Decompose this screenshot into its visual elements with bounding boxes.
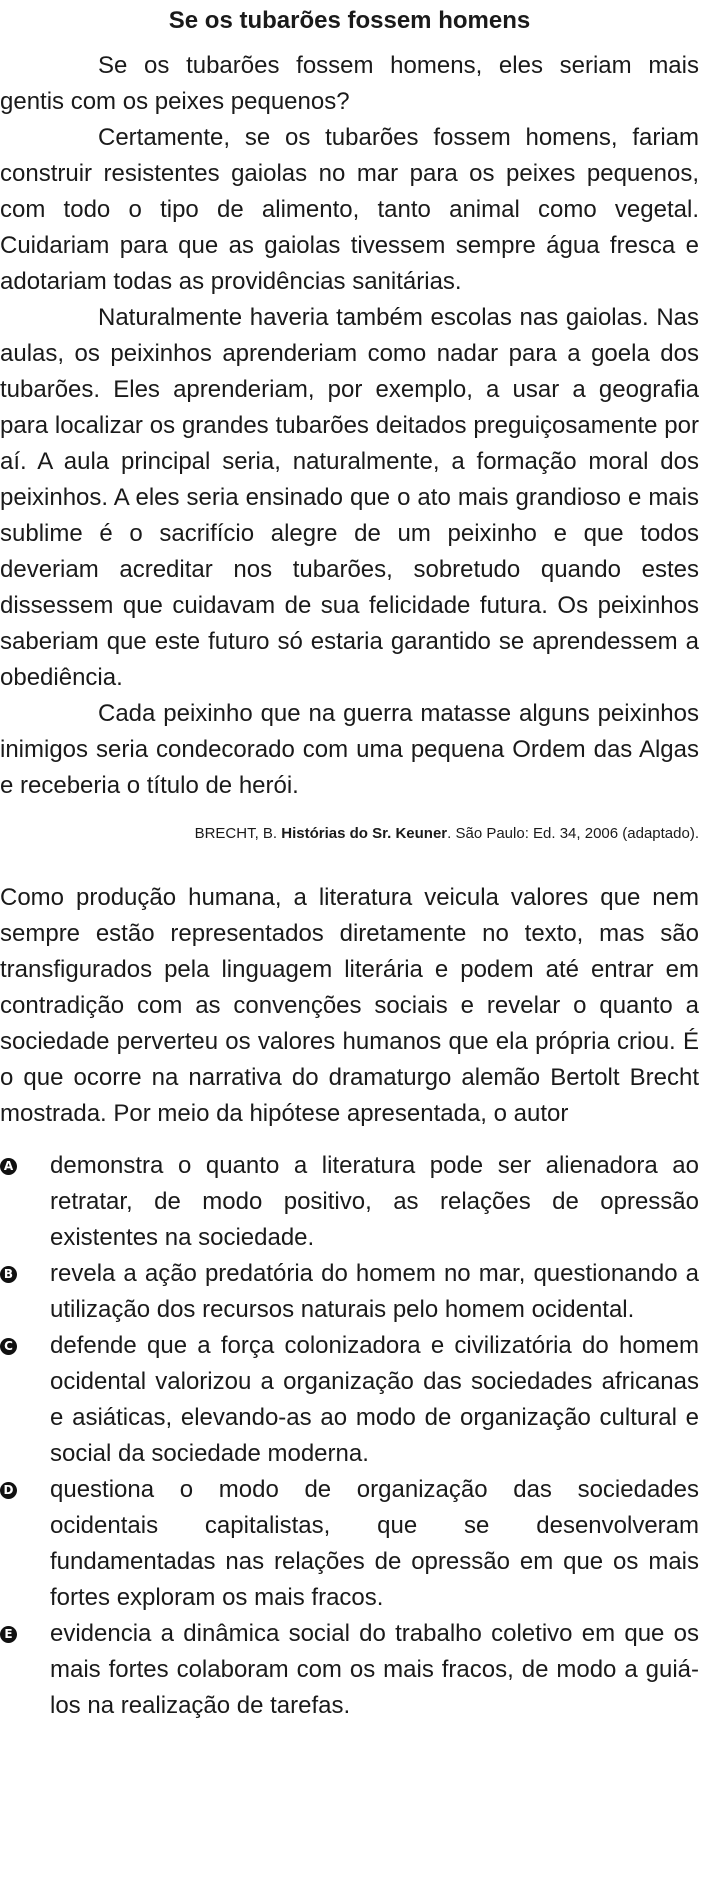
story-paragraph-3: Naturalmente haveria também escolas nas gaiolas. Nas aulas, os peixinhos aprenderiam como nadar para a goela dos tubarões. Eles aprenderiam, por exemplo, a usar a geografia para localizar os grandes tubarões deitados preguiçosamente por aí. A aula principal seria, naturalmente, a formação moral dos peixinhos. A eles seria ensinado que o ato mais grandioso e mais sublime é o sacrifício alegre de um peixinho e que todos deveriam acreditar nos tubarões, sobretudo quando estes dissessem que cuidavam de sua felicidade futura. Os peixinhos saberiam que este futuro só estaria garantido se aprendessem a obediência. (0, 304, 699, 691)
option-e-text: evidencia a dinâmica social do trabalho coletivo em que os mais fortes colaboram com os mais fracos, de modo a guiá-los na realização de tarefas. (50, 1620, 699, 1719)
source-author: BRECHT, B. (194, 825, 282, 842)
source-publisher: . São Paulo: Ed. 34, 2006 (adaptado). (447, 825, 699, 842)
option-a[interactable] (0, 1148, 699, 1256)
option-e[interactable] (0, 1616, 699, 1724)
option-a-letter-icon: A (0, 1158, 17, 1175)
exam-page (0, 6, 699, 1724)
option-d-letter-icon: D (0, 1482, 17, 1499)
option-e-letter-icon: E (0, 1626, 17, 1643)
story-paragraph-4: Cada peixinho que na guerra matasse alguns peixinhos inimigos seria condecorado com uma pequena Ordem das Algas e receberia o título de herói. (0, 700, 699, 799)
option-d[interactable] (0, 1472, 699, 1616)
option-b-letter-icon: B (0, 1266, 17, 1283)
option-b[interactable] (0, 1256, 699, 1328)
answer-options (0, 1148, 699, 1724)
story-text (0, 48, 699, 804)
story-paragraph-2: Certamente, se os tubarões fossem homens, fariam construir resistentes gaiolas no mar para os peixes pequenos, com todo o tipo de alimento, tanto animal como vegetal. Cuidariam para que as gaiolas tivessem sempre água fresca e adotariam todas as providências sanitárias. (0, 124, 699, 295)
option-d-text: questiona o modo de organização das sociedades ocidentais capitalistas, que se desenvolveram fundamentadas nas relações de opressão em que os mais fortes exploram os mais fracos. (50, 1476, 699, 1611)
option-c[interactable] (0, 1328, 699, 1472)
question-stem: Como produção humana, a literatura veicula valores que nem sempre estão representados diretamente no texto, mas são transfigurados pela linguagem literária e podem até entrar em contradição com as convenções sociais e revelar o quanto a sociedade perverteu os valores humanos que ela própria criou. É o que ocorre na narrativa do dramaturgo alemão Bertolt Brecht mostrada. Por meio da hipótese apresentada, o autor (0, 884, 699, 1127)
option-c-text: defende que a força colonizadora e civilizatória do homem ocidental valorizou a organização das sociedades africanas e asiáticas, elevando-as ao modo de organização cultural e social da sociedade moderna. (50, 1332, 699, 1467)
option-a-text: demonstra o quanto a literatura pode ser alienadora ao retratar, de modo positivo, as relações de opressão existentes na sociedade. (50, 1152, 699, 1251)
option-c-letter-icon: C (0, 1338, 17, 1355)
story-title: Se os tubarões fossem homens (168, 7, 531, 34)
option-b-text: revela a ação predatória do homem no mar, questionando a utilização dos recursos naturais pelo homem ocidental. (50, 1260, 699, 1323)
source-book-title: Histórias do Sr. Keuner (281, 825, 448, 842)
source-citation (0, 824, 699, 844)
story-paragraph-1: Se os tubarões fossem homens, eles seriam mais gentis com os peixes pequenos? (0, 52, 699, 115)
